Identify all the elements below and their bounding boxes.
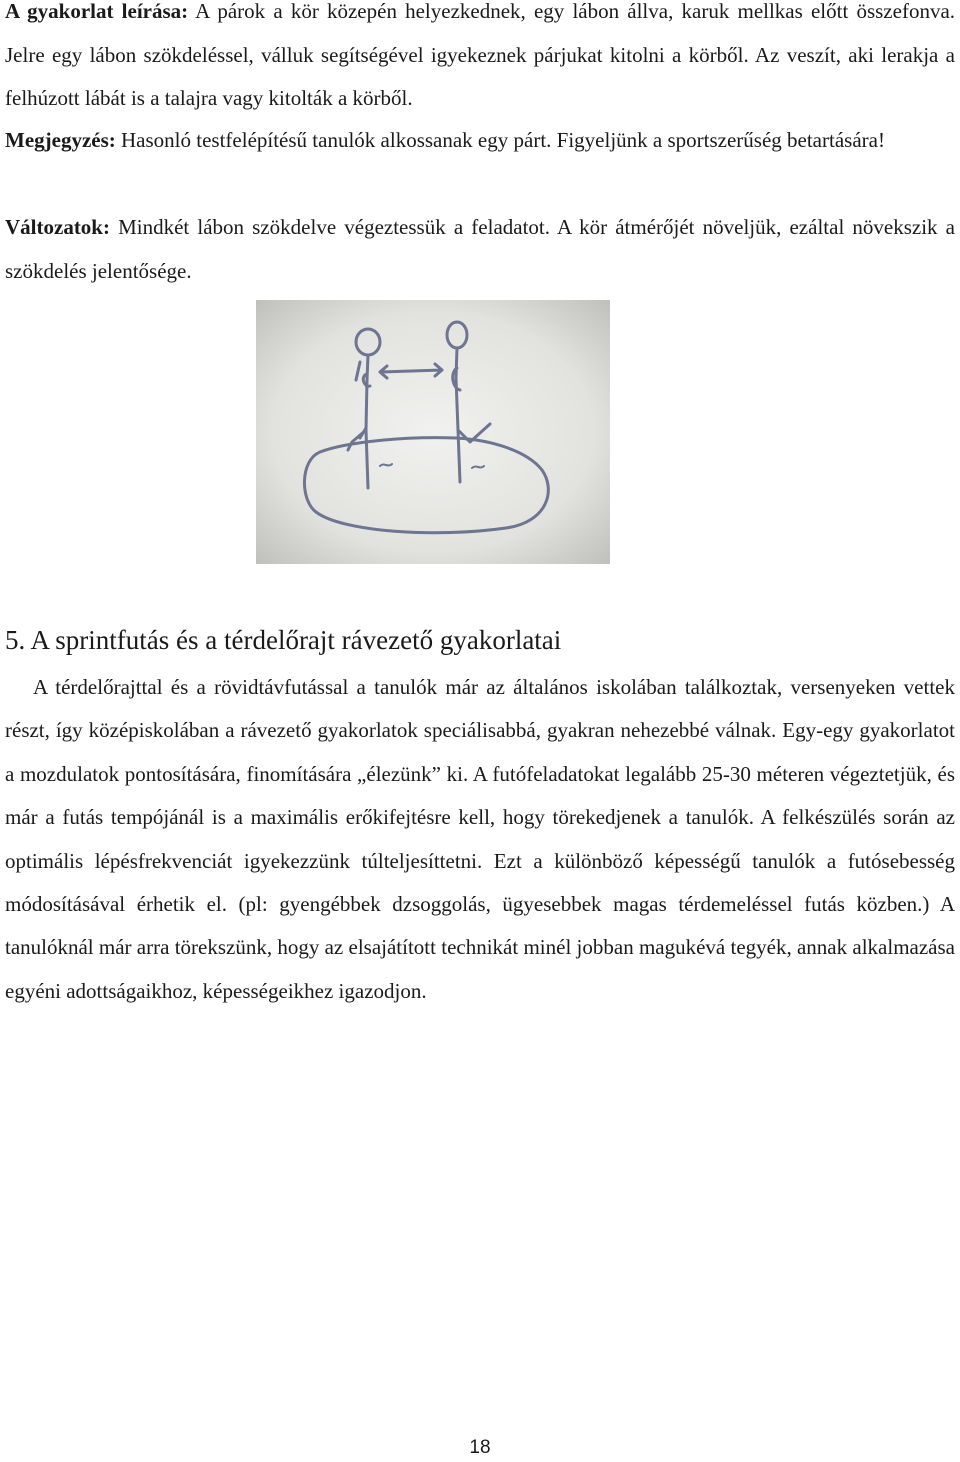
exercise-variants [5,206,955,293]
exercise-note-label: Megjegyzés: [5,128,116,152]
exercise-sketch-figure [256,300,610,564]
exercise-variants-text: Mindkét lábon szökdelve végeztessük a feladatot. A kör átmérőjét növeljük, ezáltal növekszik a szökdelés jelentősége. [5,215,955,283]
section-body [5,666,955,1013]
sketch-paper [256,300,610,564]
exercise-description [5,0,955,121]
exercise-note-text: Hasonló testfelépítésű tanulók alkossanak egy párt. Figyeljünk a sportszerűség betartására! [121,128,885,152]
right-foot-mark [472,466,484,468]
page-number: 18 [469,1437,491,1458]
section-heading: 5. A sprintfutás és a térdelőrajt rávezető gyakorlatai [5,625,562,655]
exercise-note [5,119,955,163]
exercise-description-label: A gyakorlat leírása: [5,0,189,23]
left-foot-mark [380,464,392,466]
section-body-text: A térdelőrajttal és a rövidtávfutással a tanulók már az általános iskolában találkoztak, versenyeken vettek részt, így középiskolában a rávezető gyakorlatok speciálisabbá, gyakran nehezebbé válnak. Egy-egy gyakorlatot a mozdulatok pontosítására, finomítására „élezünk” ki. A futófeladatokat legalább 25-30 méteren végeztetjük, és már a futás tempójánál is a maximális erőkifejtésre kell, hogy törekedjenek a tanulók. A felkészülés során az optimális lépésfrekvenciát igyekezzünk túlteljesíttetni. Ezt a különböző képességű tanulók a futósebesség módosításával érhetik el. (pl: gyengébbek dzsoggolás, ügyesebbek magas térdemeléssel futás közben.) A tanulóknál már arra törekszünk, hogy az elsajátított technikát minél jobban magukévá tegyék, annak alkalmazása egyéni adottságaikhoz, képességeikhez igazodjon. [5,675,955,1003]
exercise-description-text: A párok a kör közepén helyezkednek, egy lábon állva, karuk mellkas előtt összefonva. Jelre egy lábon szökdeléssel, válluk segítségével igyekeznek párjukat kitolni a körből. Az veszít, aki lerakja a felhúzott lábát is a talajra vagy kitolták a körből. [5,0,956,110]
exercise-variants-label: Változatok: [5,215,110,239]
